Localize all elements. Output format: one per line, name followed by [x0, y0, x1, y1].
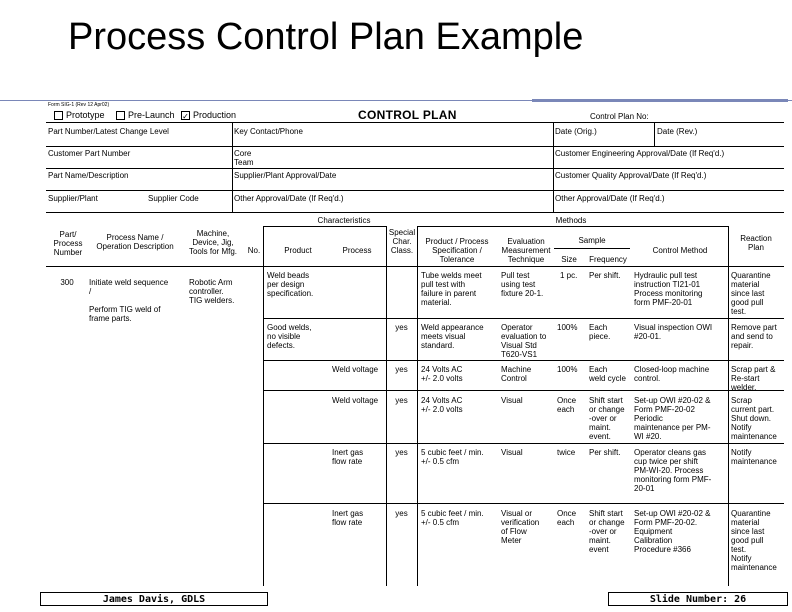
customer-engineering-approval-label: Customer Engineering Approval/Date (If Req'd.)	[555, 149, 725, 158]
header-divider	[654, 122, 655, 146]
table-row-spec: 5 cubic feet / min. +/- 0.5 cfm	[421, 448, 484, 466]
table-row-size: twice	[557, 448, 576, 457]
check-mark-icon[interactable]: ✓	[182, 111, 189, 121]
process-heading: Process	[342, 246, 372, 255]
specification-heading: Product / Process Specification / Tolerance	[425, 237, 489, 264]
table-row-special: yes	[395, 365, 408, 374]
table-row-control: Set-up OWI #20-02 & Form PMF-20-02. Equipment Calibration Procedure #366	[634, 509, 711, 554]
table-row-product: Weld beads per design specification.	[267, 271, 314, 298]
core-team-label: Core Team	[234, 149, 254, 167]
customer-quality-approval-label: Customer Quality Approval/Date (If Req'd.)	[555, 171, 707, 180]
slide-number-label: Slide Number: 26	[608, 592, 788, 606]
sample-rule	[554, 248, 630, 249]
sample-size-heading: Size	[561, 255, 577, 264]
header-divider	[553, 122, 554, 212]
machine-description: Robotic Arm controller. TIG welders.	[189, 278, 235, 305]
table-row-control: Closed-loop machine control.	[634, 365, 710, 383]
table-row-process: Inert gas flow rate	[332, 509, 364, 527]
row-separator	[263, 318, 784, 319]
table-row-process: Inert gas flow rate	[332, 448, 364, 466]
table-row-product: Good welds, no visible defects.	[267, 323, 312, 350]
methods-rule	[417, 226, 728, 227]
table-row-frequency: Each piece.	[589, 323, 611, 341]
table-row-spec: 24 Volts AC +/- 2.0 volts	[421, 365, 463, 383]
header-divider	[232, 122, 233, 212]
evaluation-heading: Evaluation Measurement Technique	[501, 237, 551, 264]
table-row-eval: Pull test using test fixture 20-1.	[501, 271, 544, 298]
control-method-heading: Control Method	[652, 246, 708, 255]
row-separator	[263, 390, 784, 391]
checkbox-label: Production	[193, 110, 237, 120]
table-row-reaction: Scrap part & Re-start welder.	[731, 365, 776, 392]
table-row-frequency: Shift start or change -over or maint. event.	[589, 396, 625, 441]
header-rule	[46, 212, 784, 213]
row-separator	[263, 503, 784, 504]
table-row-frequency: Per shift.	[589, 448, 621, 457]
table-row-special: yes	[395, 448, 408, 457]
supplier-plant-label: Supplier/Plant	[48, 194, 98, 203]
checkbox-box[interactable]	[54, 111, 63, 120]
table-row-frequency: Shift start or change -over or maint. event	[589, 509, 625, 554]
table-row-special: yes	[395, 396, 408, 405]
checkbox-label: Pre-Launch	[128, 110, 175, 120]
table-row-spec: 24 Volts AC +/- 2.0 volts	[421, 396, 463, 414]
form-id: Form SIG-1 (Rev 12 Apr02)	[48, 102, 110, 108]
table-row-eval: Operator evaluation to Visual Std T620-VS1	[501, 323, 547, 359]
header-rule	[46, 146, 784, 147]
table-row-special: yes	[395, 509, 408, 518]
product-heading: Product	[284, 246, 312, 255]
supplier-code-label: Supplier Code	[148, 194, 199, 203]
date-rev-label: Date (Rev.)	[657, 127, 698, 136]
table-row-size: 1 pc.	[560, 271, 578, 280]
table-row-reaction: Quarantine material since last good pull test.	[731, 271, 771, 316]
customer-part-number-label: Customer Part Number	[48, 149, 131, 158]
table-divider	[386, 226, 387, 586]
supplier-plant-approval-label: Supplier/Plant Approval/Date	[234, 171, 337, 180]
table-row-size: 100%	[557, 323, 578, 332]
table-row-reaction: Scrap current part. Shut down. Notify maintenance	[731, 396, 777, 441]
table-row-size: 100%	[557, 365, 578, 374]
control-plan-title: CONTROL PLAN	[358, 108, 457, 122]
control-plan-number-label: Control Plan No:	[590, 112, 649, 121]
methods-heading: Methods	[555, 216, 587, 225]
table-row-frequency: Each weld cycle	[589, 365, 626, 383]
table-row-control: Visual inspection OWI #20-01.	[634, 323, 713, 341]
header-rule	[46, 122, 784, 123]
table-row-spec: Tube welds meet pull test with failure in parent material.	[421, 271, 482, 307]
key-contact-label: Key Contact/Phone	[234, 127, 303, 136]
table-row-process: Weld voltage	[332, 396, 379, 405]
checkbox-prototype[interactable]	[54, 110, 105, 120]
table-row-spec: 5 cubic feet / min. +/- 0.5 cfm	[421, 509, 484, 527]
table-row-eval: Visual or verification of Flow Meter	[501, 509, 540, 545]
table-row-eval: Machine Control	[501, 365, 532, 383]
table-row-eval: Visual	[501, 396, 523, 405]
characteristics-heading: Characteristics	[317, 216, 371, 225]
title-divider-accent	[532, 99, 788, 102]
part-number-label: Part Number/Latest Change Level	[48, 127, 169, 136]
date-orig-label: Date (Orig.)	[555, 127, 597, 136]
number-heading: No.	[247, 246, 261, 255]
process-name-heading: Process Name / Operation Description	[96, 233, 174, 251]
sample-frequency-heading: Frequency	[589, 255, 627, 264]
table-row-frequency: Per shift.	[589, 271, 621, 280]
part-name-label: Part Name/Description	[48, 171, 129, 180]
other-approval-label: Other Approval/Date (If Req'd.)	[555, 194, 665, 203]
table-row-control: Set-up OWI #20-02 & Form PMF-20-02 Periodic maintenance per PM- WI #20.	[634, 396, 711, 441]
other-approval-label: Other Approval/Date (If Req'd.)	[234, 194, 344, 203]
table-row-size: Once each	[557, 396, 577, 414]
checkbox-production[interactable]	[181, 110, 236, 120]
process-number: 300	[60, 278, 74, 287]
table-row-size: Once each	[557, 509, 577, 527]
table-divider	[263, 226, 264, 586]
author-label: James Davis, GDLS	[40, 592, 268, 606]
process-description: Initiate weld sequence / Perform TIG weld of frame parts.	[89, 278, 169, 323]
machine-heading: Machine, Device, Jig, Tools for Mfg.	[188, 229, 237, 256]
special-char-heading: Special Char. Class.	[388, 228, 416, 255]
characteristics-rule	[263, 226, 386, 227]
row-separator	[263, 360, 784, 361]
table-row-spec: Weld appearance meets visual standard.	[421, 323, 484, 350]
table-row-eval: Visual	[501, 448, 523, 457]
table-row-process: Weld voltage	[332, 365, 379, 374]
part-process-number-heading: Part/ Process Number	[53, 230, 83, 257]
table-divider	[417, 226, 418, 586]
table-row-reaction: Remove part and send to repair.	[731, 323, 777, 350]
reaction-plan-heading: Reaction Plan	[740, 234, 772, 252]
slide-title: Process Control Plan Example	[68, 16, 584, 58]
table-row-reaction: Notify maintenance	[731, 448, 777, 466]
sample-heading: Sample	[578, 236, 606, 245]
column-header-rule	[46, 266, 784, 267]
row-separator	[263, 443, 784, 444]
header-rule	[46, 168, 784, 169]
header-rule	[46, 190, 784, 191]
table-row-special: yes	[395, 323, 408, 332]
table-row-control: Hydraulic pull test instruction TI21-01 Process monitoring form PMF-20-01	[634, 271, 703, 307]
table-row-control: Operator cleans gas cup twice per shift PM-WI-20. Process monitoring form PMF- 20-01	[634, 448, 712, 493]
table-row-reaction: Quarantine material since last good pull test. Notify maintenance	[731, 509, 777, 572]
checkbox-pre-launch[interactable]	[116, 110, 175, 120]
checkbox-box[interactable]	[116, 111, 125, 120]
checkbox-label: Prototype	[66, 110, 105, 120]
